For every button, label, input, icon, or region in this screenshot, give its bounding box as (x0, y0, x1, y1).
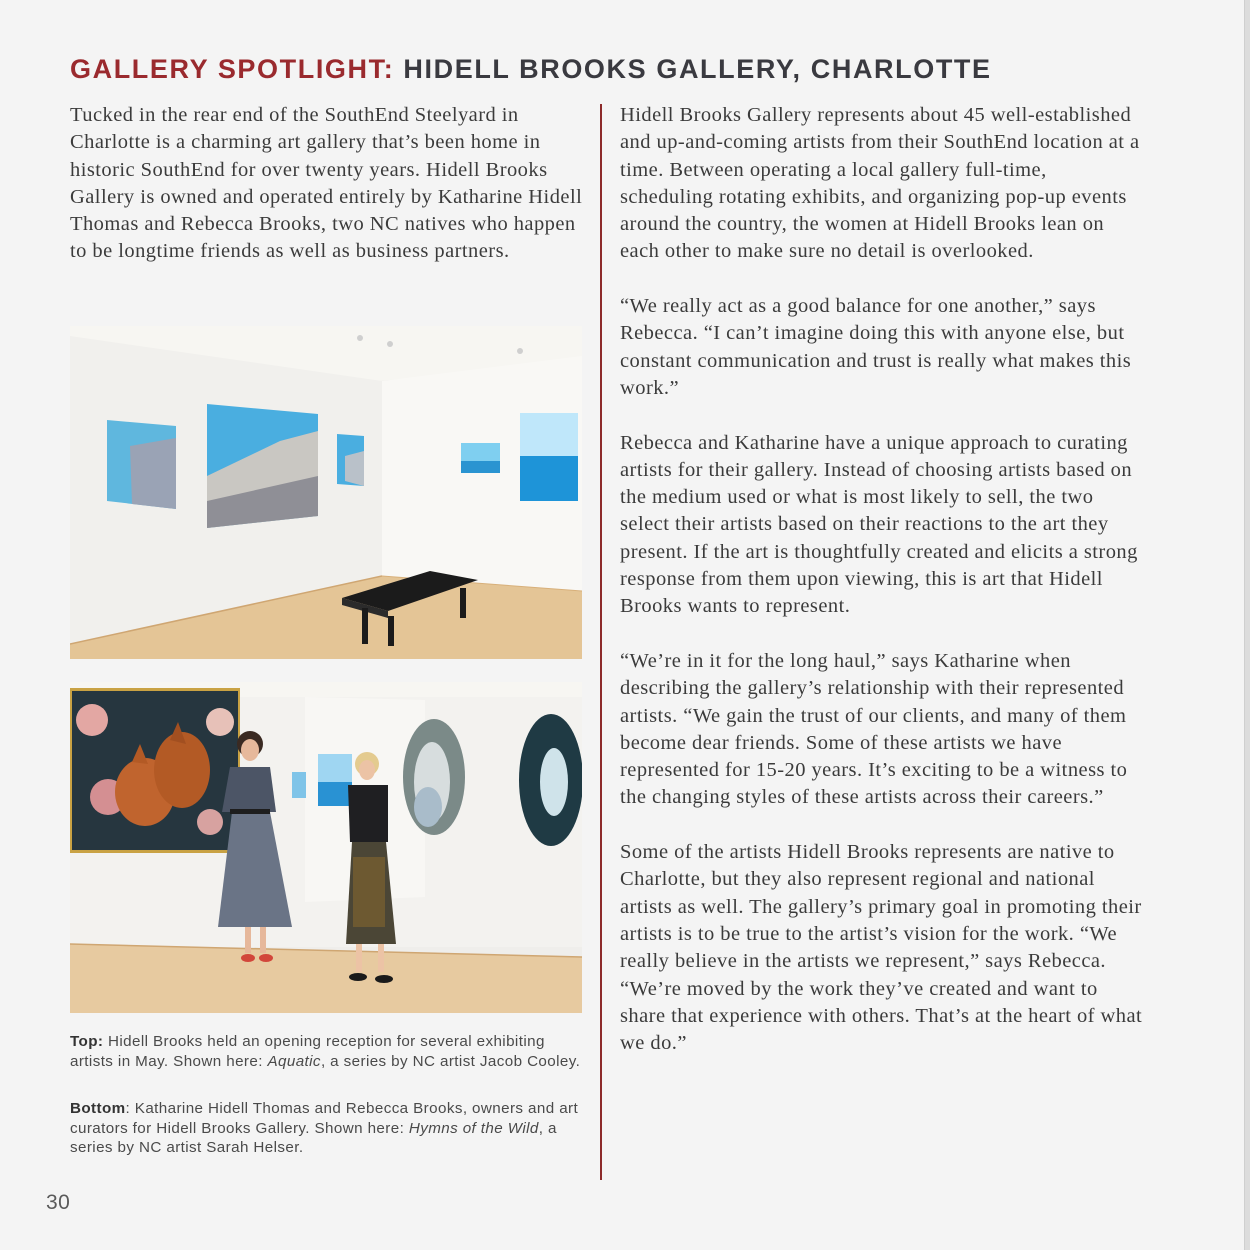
page-edge (1244, 0, 1250, 1250)
body-paragraph: “We really act as a good balance for one another,” says Rebecca. “I can’t imagine doing this with anyone else, but constant communication and trust is really what makes this work.” (620, 295, 1132, 399)
caption-top-text-after: , a series by NC artist Jacob Cooley. (320, 1052, 581, 1070)
caption-bottom-text-after: , a series by NC artist Sarah Helser. (70, 1119, 557, 1156)
heading-kicker: GALLERY SPOTLIGHT: (70, 54, 395, 84)
caption-top-text-before: Hidell Brooks held an opening reception for several exhibiting artists in May. Shown here: (70, 1033, 545, 1070)
bottom-photo-caption (70, 1099, 590, 1158)
page-number: 30 (46, 1191, 71, 1214)
column-divider (600, 104, 602, 1180)
body-paragraph: “We’re in it for the long haul,” says Katharine when describing the gallery’s relationship with their represented artists. “We gain the trust of our clients, and many of them become dear friends. Some of these artists we have represented for 15-20 years. It’s exciting to be a witness to the changing styles of these artists across their careers.” (620, 649, 1128, 809)
top-photo-caption (70, 1032, 590, 1071)
body-paragraph: Hidell Brooks Gallery represents about 45 well-established and up-and-coming artists from their SouthEnd location at a time. Between operating a local gallery full-time, scheduling rotating exhibits, and organizing pop-up events around the country, the women at Hidell Brooks lean on each other to make sure no detail is overlooked. (620, 104, 1140, 263)
caption-top-label: Top: (70, 1033, 104, 1050)
caption-top-series-title: Aquatic (267, 1052, 321, 1070)
owners-photo (70, 682, 582, 1013)
article-heading (70, 54, 1170, 85)
right-column (620, 102, 1145, 1057)
gallery-room-photo (70, 326, 582, 659)
caption-bottom-text-before: : Katharine Hidell Thomas and Rebecca Brooks, owners and art curators for Hidell Brooks Gallery. Shown here: (70, 1100, 579, 1137)
heading-venue: HIDELL BROOKS GALLERY, CHARLOTTE (403, 54, 992, 84)
caption-bottom-label: Bottom (70, 1100, 126, 1117)
caption-bottom-series-title: Hymns of the Wild (408, 1119, 539, 1137)
body-paragraph: Some of the artists Hidell Brooks represents are native to Charlotte, but they also represent regional and national artists as well. The gallery’s primary goal in promoting their artists is to be true to the artist’s vision for the work. “We really believe in the artists we represent,” says Rebecca. “We’re moved by the work they’ve created and want to share that experience with others. That’s at the heart of what we do.” (620, 841, 1143, 1055)
body-paragraph: Rebecca and Katharine have a unique approach to curating artists for their gallery. Instead of choosing artists based on the medium used or what is most likely to sell, the two select their artists based on their reactions to the art they present. If the art is thoughtfully created and elicits a strong response from them upon viewing, this is art that Hidell Brooks wants to represent. (620, 431, 1138, 618)
left-column (70, 102, 585, 266)
intro-paragraph: Tucked in the rear end of the SouthEnd Steelyard in Charlotte is a charming art gallery that’s been home in historic SouthEnd for over twenty years. Hidell Brooks Gallery is owned and operated entirely by Katharine Hidell Thomas and Rebecca Brooks, two NC natives who happen to be longtime friends as well as business partners. (70, 104, 583, 263)
